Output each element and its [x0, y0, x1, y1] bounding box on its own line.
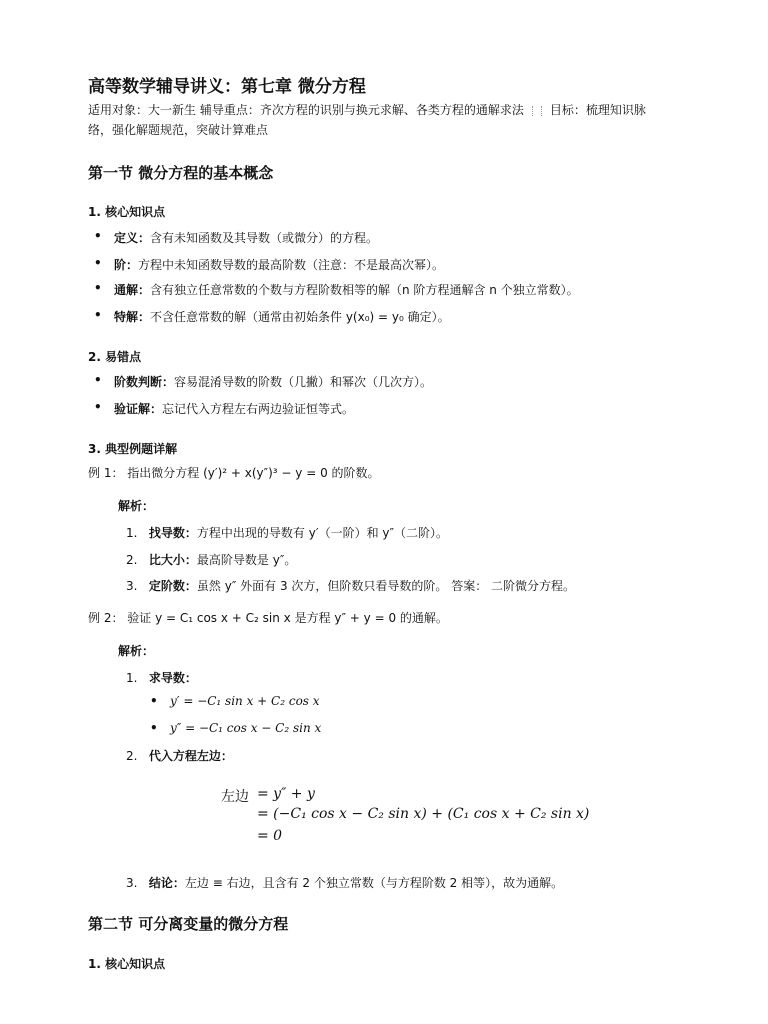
example-1-solution-label: 解析：	[118, 499, 155, 513]
equation-row-3: = 0	[257, 828, 283, 844]
intro-paragraph	[88, 100, 688, 140]
derivative-1: • y′ = −C₁ sin x + C₂ cos x	[170, 694, 320, 708]
section1-title: 第一节 微分方程的基本概念	[88, 164, 274, 182]
example-2-step-1: 1. 求导数：	[126, 671, 197, 685]
list-item: • 特解：不含任意常数的解（通常由初始条件 y(x₀) = y₀ 确定）。	[114, 308, 450, 325]
page-title: 高等数学辅导讲义：第七章 微分方程	[88, 77, 366, 97]
section1-examples-heading: 3. 典型例题详解	[88, 442, 178, 456]
section2-title: 第二节 可分离变量的微分方程	[88, 915, 289, 933]
list-item: • 定义：含有未知函数及其导数（或微分）的方程。	[114, 229, 378, 246]
list-item: • 通解：含有独立任意常数的个数与方程阶数相等的解（n 阶方程通解含 n 个独立常数）。	[114, 281, 579, 298]
equation-lhs: 左边	[221, 789, 249, 805]
list-item: • 阶数判断：容易混淆导数的阶数（几撇）和幂次（几次方）。	[114, 373, 432, 390]
example-1-step-1: 1. 找导数：方程中出现的导数有 y′（一阶）和 y″（二阶）。	[126, 526, 448, 540]
section1-core-heading: 1. 核心知识点	[88, 205, 166, 219]
example-2-question: 例 2： 验证 y = C₁ cos x + C₂ sin x 是方程 y″ + y = 0 的通解。	[88, 611, 448, 625]
list-item: • 验证解：忘记代入方程左右两边验证恒等式。	[114, 400, 354, 417]
example-2-solution-label: 解析：	[118, 644, 155, 658]
equation-row-1: = y″ + y	[257, 786, 315, 802]
example-1-step-2: 2. 比大小：最高阶导数是 y″。	[126, 553, 297, 567]
example-2-step-3: 3. 结论：左边 ≡ 右边，且含有 2 个独立常数（与方程阶数 2 相等），故为通解。	[126, 876, 564, 890]
intro-goal: 目标：梳理知识脉	[549, 103, 646, 117]
example-1-step-3: 3. 定阶数：虽然 y″ 外面有 3 次方，但阶数只看导数的阶。 答案： 二阶微分方程。	[126, 579, 576, 593]
separator-mark	[532, 106, 542, 116]
section1-errors-heading: 2. 易错点	[88, 350, 142, 364]
derivative-2: • y″ = −C₁ cos x − C₂ sin x	[170, 721, 321, 735]
example-1-question: 例 1： 指出微分方程 (y′)² + x(y″)³ − y = 0 的阶数。	[88, 466, 380, 480]
list-item: • 阶：方程中未知函数导数的最高阶数（注意：不是最高次幂）。	[114, 256, 444, 273]
section2-core-heading: 1. 核心知识点	[88, 957, 166, 971]
intro-audience: 适用对象：大一新生 辅导重点：齐次方程的识别与换元求解、各类方程的通解求法	[88, 103, 524, 117]
equation-row-2: = (−C₁ cos x − C₂ sin x) + (C₁ cos x + C₂ sin x)	[257, 806, 590, 822]
intro-goal-cont: 络，强化解题规范，突破计算难点	[88, 123, 269, 137]
example-2-step-2: 2. 代入方程左边：	[126, 749, 233, 763]
